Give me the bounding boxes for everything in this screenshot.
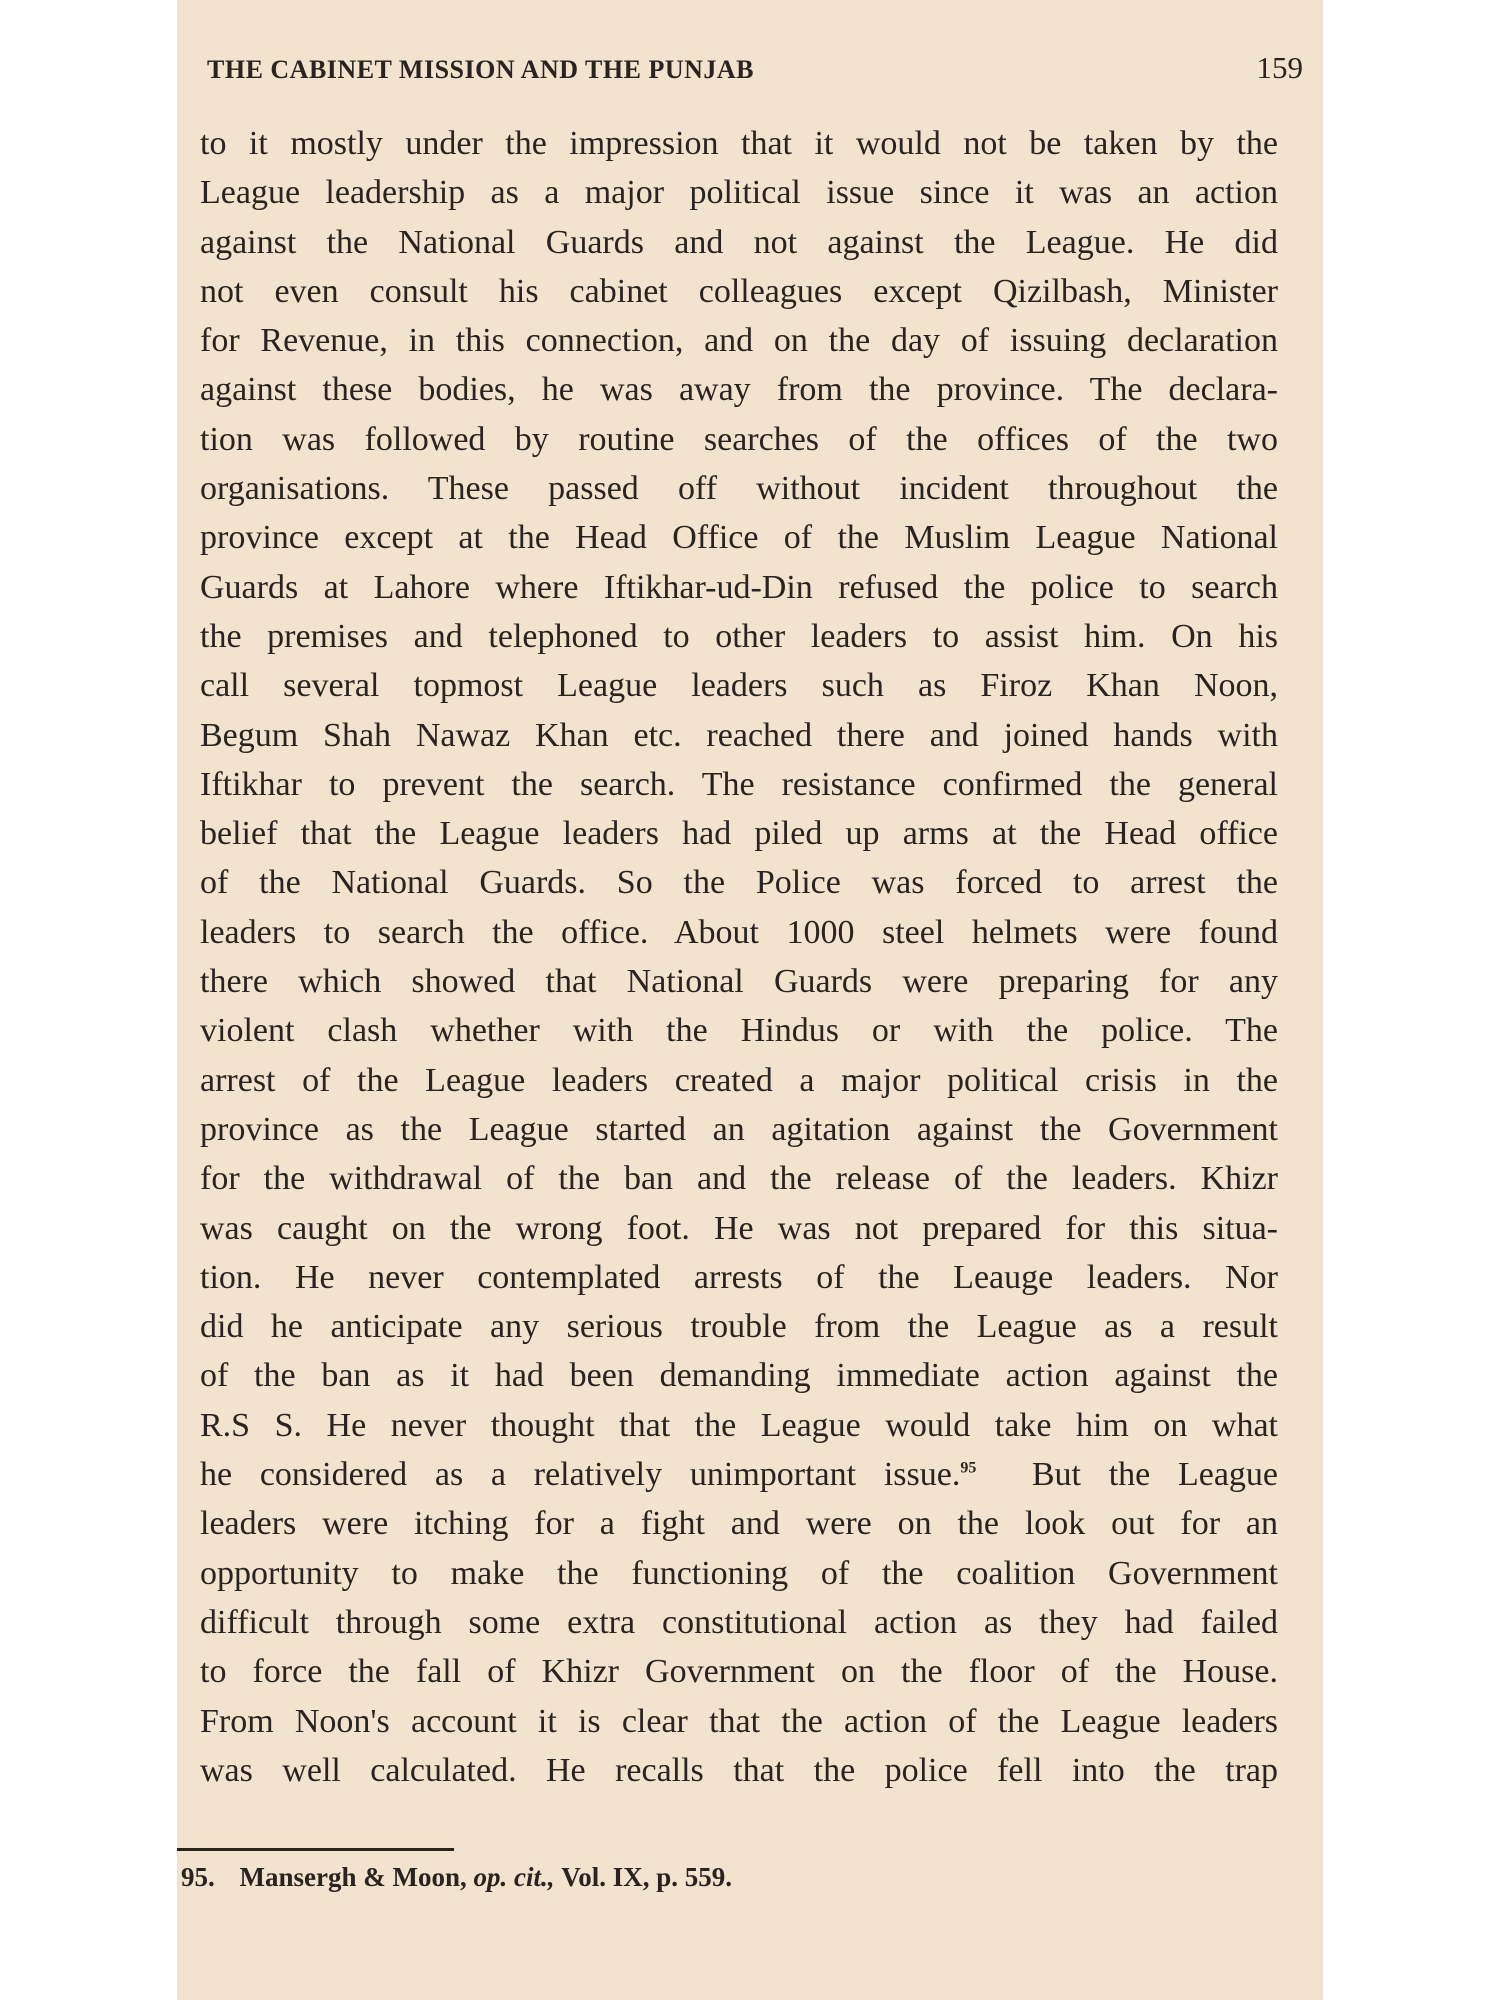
text-line: province as the League started an agitation against the Government	[200, 1110, 1278, 1148]
text-line: violent clash whether with the Hindus or with the police. The	[200, 1012, 1278, 1050]
footnote-citation: Vol. IX, p. 559.	[561, 1862, 733, 1892]
text-line: province except at the Head Office of the Muslim League National	[200, 519, 1278, 557]
text-line-head: he considered as a relatively unimportant issue.	[200, 1456, 961, 1494]
text-line: R.S S. He never thought that the League would take him on what	[200, 1406, 1278, 1444]
text-line: was caught on the wrong foot. He was not prepared for this situa-	[200, 1209, 1278, 1247]
text-line: tion. He never contemplated arrests of the Leauge leaders. Nor	[200, 1258, 1278, 1296]
text-line: not even consult his cabinet colleagues except Qizilbash, Minister	[200, 272, 1278, 310]
text-line: difficult through some extra constitutional action as they had failed	[200, 1603, 1278, 1641]
text-line: leaders to search the office. About 1000 steel helmets were found	[200, 913, 1278, 951]
footnote-divider	[177, 1848, 454, 1851]
text-line: Iftikhar to prevent the search. The resistance confirmed the general	[200, 765, 1278, 803]
text-line: to force the fall of Khizr Government on the floor of the House.	[200, 1653, 1278, 1691]
footnote	[181, 1862, 732, 1893]
text-line: against the National Guards and not against the League. He did	[200, 223, 1278, 261]
book-page	[177, 0, 1323, 2000]
text-line: the premises and telephoned to other leaders to assist him. On his	[200, 617, 1278, 655]
page-number: 159	[1256, 50, 1303, 85]
text-line: opportunity to make the functioning of the coalition Government	[200, 1554, 1278, 1592]
body-text	[200, 119, 1278, 1795]
text-line-tail: But the League	[1031, 1456, 1278, 1494]
footnote-reference: 95	[960, 1459, 977, 1477]
text-line: League leadership as a major political issue since it was an action	[200, 174, 1278, 212]
footnote-abbreviation: op. cit.,	[473, 1862, 555, 1892]
text-line: arrest of the League leaders created a major political crisis in the	[200, 1061, 1278, 1099]
running-head-title: THE CABINET MISSION AND THE PUNJAB	[207, 55, 754, 84]
text-line: was well calculated. He recalls that the police fell into the trap	[200, 1751, 1278, 1789]
text-line: for Revenue, in this connection, and on the day of issuing declaration	[200, 322, 1278, 360]
text-line: From Noon's account it is clear that the action of the League leaders	[200, 1702, 1278, 1740]
footnote-number: 95.	[181, 1862, 215, 1892]
text-line: to it mostly under the impression that it would not be taken by the	[200, 125, 1278, 162]
text-line: against these bodies, he was away from the province. The declara-	[200, 371, 1278, 409]
text-line: of the National Guards. So the Police was forced to arrest the	[200, 864, 1278, 902]
footnote-author: Mansergh & Moon,	[239, 1862, 467, 1892]
text-line: for the withdrawal of the ban and the release of the leaders. Khizr	[200, 1160, 1278, 1198]
text-line: leaders were itching for a fight and were on the look out for an	[200, 1505, 1278, 1543]
text-line: Guards at Lahore where Iftikhar-ud-Din refused the police to search	[200, 568, 1278, 606]
text-line: call several topmost League leaders such as Firoz Khan Noon,	[200, 667, 1278, 705]
text-line: did he anticipate any serious trouble from the League as a result	[200, 1308, 1278, 1346]
text-line: organisations. These passed off without incident throughout the	[200, 470, 1278, 508]
text-line: tion was followed by routine searches of the offices of the two	[200, 420, 1278, 458]
text-line: of the ban as it had been demanding immediate action against the	[200, 1357, 1278, 1395]
text-line: belief that the League leaders had piled up arms at the Head office	[200, 815, 1278, 853]
text-line: there which showed that National Guards were preparing for any	[200, 963, 1278, 1001]
text-line: Begum Shah Nawaz Khan etc. reached there and joined hands with	[200, 716, 1278, 754]
running-head	[207, 50, 1303, 90]
text-line-with-footnote-ref	[200, 1450, 1278, 1499]
